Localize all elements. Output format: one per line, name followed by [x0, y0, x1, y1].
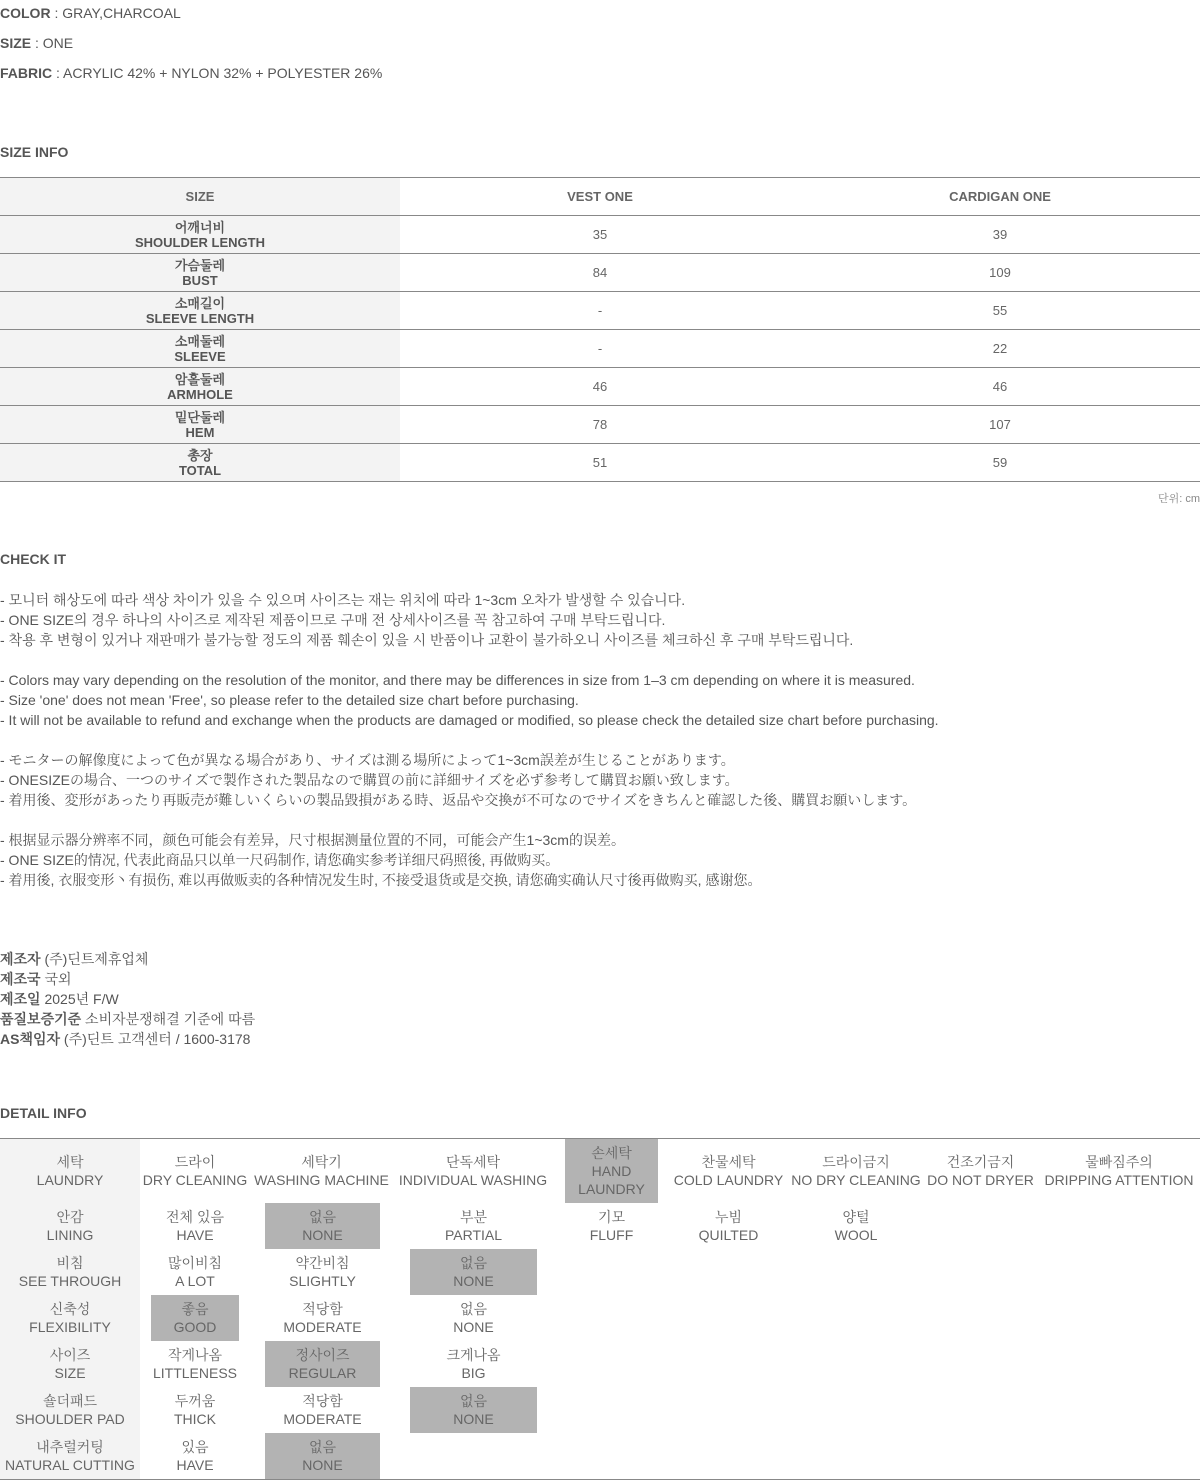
option-en: THICK	[174, 1411, 216, 1427]
option-en: NONE	[302, 1227, 343, 1243]
detail-category-flexibility	[0, 1295, 140, 1341]
option-ko: 정사이즈	[295, 1347, 350, 1363]
option-en: WASHING MACHINE	[254, 1172, 389, 1188]
maker-value: 소비자분쟁해결 기준에 따름	[81, 1011, 256, 1027]
detail-category-shoulder-pad	[0, 1387, 140, 1433]
note-line: - Size 'one' does not mean 'Free', so please refer to the detailed size chart before purchasing.	[0, 692, 579, 708]
detail-info-heading: DETAIL INFO	[0, 1105, 87, 1121]
detail-category-size	[0, 1341, 140, 1387]
option-ko: 적당함	[302, 1393, 343, 1409]
spec-color-label: COLOR	[0, 5, 51, 21]
option-ko: 누빔	[714, 1209, 743, 1225]
detail-option	[140, 1433, 250, 1479]
detail-option	[265, 1249, 380, 1295]
measurement-label	[0, 330, 400, 367]
measurement-label-ko: 암홀둘레	[174, 371, 226, 387]
option-ko: 기모	[597, 1209, 626, 1225]
measurement-label-ko: 밑단둘레	[174, 409, 226, 425]
size-header-vest: VEST ONE	[567, 189, 633, 204]
note-line: - 根据显示器分辨率不同，颜色可能会有差异，尺寸根据测量位置的不同，可能会产生1~3cm的误差。	[0, 832, 625, 848]
vest-value: 84	[592, 265, 608, 280]
option-ko: 크게나옴	[446, 1347, 501, 1363]
spec-color	[0, 5, 181, 21]
option-ko: 없음	[308, 1209, 337, 1225]
category-en: SEE THROUGH	[18, 1273, 122, 1289]
vest-value: 51	[592, 455, 608, 470]
measurement-label	[0, 216, 400, 253]
measurement-label	[0, 254, 400, 291]
maker-value: 국외	[40, 971, 72, 987]
measurement-label-en: SHOULDER LENGTH	[135, 234, 265, 250]
detail-option-selected	[410, 1249, 537, 1295]
category-ko: 안감	[56, 1209, 84, 1225]
maker-label: AS책임자	[0, 1031, 61, 1047]
option-en: MODERATE	[283, 1411, 362, 1427]
note-line: - 着用後、変形があったり再販売が難しいくらいの製品毀損がある時、返品や交換が不可なのでサイズをきちんと確認した後、購買お願いします。	[0, 792, 917, 808]
measurement-label-en: SLEEVE LENGTH	[145, 310, 255, 326]
size-info-heading: SIZE INFO	[0, 144, 69, 160]
detail-table	[0, 1138, 1200, 1480]
category-ko: 사이즈	[49, 1347, 91, 1363]
detail-option	[791, 1139, 921, 1203]
note-line: - It will not be available to refund and exchange when the products are damaged or modified, so please check the detailed size chart before purchasing.	[0, 712, 939, 728]
table-row	[0, 292, 1200, 330]
category-ko: 신축성	[49, 1301, 91, 1317]
maker-label: 제조국	[0, 971, 41, 987]
detail-option	[921, 1139, 1040, 1203]
option-en: PARTIAL	[444, 1227, 503, 1243]
measurement-label-ko: 가슴둘레	[174, 257, 226, 273]
cardigan-value: 22	[992, 341, 1008, 356]
note-line: - ONE SIZE의 경우 하나의 사이즈로 제작된 제품이므로 구매 전 상세사이즈를 꼭 참고하여 구매 부탁드립니다.	[0, 612, 666, 628]
option-ko: 건조기금지	[946, 1154, 1015, 1170]
detail-category-see-through	[0, 1249, 140, 1295]
measurement-label	[0, 292, 400, 329]
option-ko: 두꺼움	[174, 1393, 216, 1409]
category-en: SIZE	[54, 1365, 86, 1381]
detail-category-lining	[0, 1203, 140, 1249]
cardigan-value: 55	[992, 303, 1008, 318]
detail-option	[410, 1203, 537, 1249]
option-en: REGULAR	[288, 1365, 357, 1381]
option-ko: 드라이	[174, 1154, 216, 1170]
unit-label: 단위: cm	[1157, 493, 1200, 505]
detail-category-natural-cutting	[0, 1433, 140, 1479]
measurement-label-en: TOTAL	[178, 462, 222, 478]
detail-option	[140, 1387, 250, 1433]
spec-fabric-value: : ACRYLIC 42% + NYLON 32% + POLYESTER 26%	[52, 65, 383, 81]
measurement-label	[0, 368, 400, 405]
measurement-label	[0, 406, 400, 443]
detail-option	[140, 1139, 250, 1203]
vest-value: -	[597, 341, 603, 356]
cardigan-value: 39	[992, 227, 1008, 242]
option-en: QUILTED	[698, 1227, 759, 1243]
check-it-notes	[0, 590, 939, 890]
vest-value: -	[597, 303, 603, 318]
maker-label: 품질보증기준	[0, 1011, 82, 1027]
measurement-label-en: BUST	[182, 272, 218, 288]
maker-row	[0, 949, 255, 969]
table-row	[0, 406, 1200, 444]
category-ko: 비침	[56, 1255, 84, 1271]
option-ko: 있음	[181, 1439, 209, 1455]
category-ko: 숄더패드	[42, 1393, 98, 1409]
option-ko: 없음	[459, 1255, 488, 1271]
spec-size-value: : ONE	[31, 35, 74, 51]
option-en: LITTLENESS	[152, 1365, 238, 1381]
note-line: - Colors may vary depending on the resolution of the monitor, and there may be differences in size from 1–3 cm depending on where it is measured.	[0, 672, 915, 688]
detail-option	[668, 1203, 789, 1249]
category-en: NATURAL CUTTING	[5, 1457, 135, 1473]
detail-option	[1040, 1139, 1198, 1203]
measurement-label-en: HEM	[185, 424, 215, 440]
option-ko: 찬물세탁	[701, 1154, 756, 1170]
maker-row	[0, 1009, 255, 1029]
note-line: - ONESIZEの場合、一つのサイズで製作された製品なので購買の前に詳細サイズを必ず参考して購買お願い致します。	[0, 772, 739, 788]
size-table-header	[0, 177, 1200, 216]
note-line: - 着用後, 衣服变形丶有损伤, 难以再做贩卖的各种情况发生时, 不接受退货或是交换, 请您确实确认尺寸後再做购买, 感谢您。	[0, 872, 762, 888]
maker-row	[0, 969, 255, 989]
detail-option-selected	[265, 1203, 380, 1249]
option-en: NONE	[302, 1457, 343, 1473]
option-ko: 좋음	[181, 1301, 209, 1317]
option-en: HAVE	[176, 1227, 214, 1243]
option-ko: 세탁기	[301, 1154, 342, 1170]
option-ko: 없음	[459, 1393, 488, 1409]
table-row	[0, 444, 1200, 482]
option-ko: 작게나옴	[167, 1347, 223, 1363]
option-en: HAVE	[176, 1457, 214, 1473]
option-ko: 없음	[459, 1301, 488, 1317]
cardigan-value: 59	[992, 455, 1008, 470]
option-en: DRIPPING ATTENTION	[1044, 1172, 1194, 1188]
note-line: - 착용 후 변형이 있거나 재판매가 불가능할 정도의 제품 훼손이 있을 시 반품이나 교환이 불가하오니 사이즈를 체크하신 후 구매 부탁드립니다.	[0, 632, 854, 648]
spec-fabric-label: FABRIC	[0, 65, 53, 81]
vest-value: 78	[592, 417, 608, 432]
category-en: LINING	[46, 1227, 94, 1243]
check-it-heading: CHECK IT	[0, 551, 67, 567]
spec-fabric	[0, 65, 382, 81]
table-row	[0, 216, 1200, 254]
maker-value: (주)딘트제휴업체	[40, 951, 149, 967]
detail-option	[265, 1295, 380, 1341]
option-en: FLUFF	[589, 1227, 634, 1243]
option-en: WOOL	[834, 1227, 878, 1243]
vest-value: 46	[592, 379, 608, 394]
option-en: SLIGHTLY	[289, 1273, 356, 1289]
detail-option-selected	[565, 1139, 658, 1203]
option-ko: 양털	[842, 1209, 870, 1225]
option-en: NONE	[453, 1411, 494, 1427]
detail-option	[140, 1249, 250, 1295]
detail-option	[791, 1203, 921, 1249]
option-ko: 적당함	[302, 1301, 343, 1317]
option-en: NO DRY CLEANING	[791, 1172, 921, 1188]
option-en: A LOT	[175, 1273, 215, 1289]
option-en: HAND	[591, 1163, 632, 1179]
detail-option	[410, 1295, 537, 1341]
detail-option-selected	[151, 1295, 239, 1341]
option-en: BIG	[461, 1365, 486, 1381]
maker-row	[0, 989, 255, 1009]
cardigan-value: 46	[992, 379, 1008, 394]
category-en: LAUNDRY	[36, 1172, 104, 1188]
detail-category-laundry	[0, 1139, 140, 1203]
spec-size	[0, 35, 73, 51]
detail-option-selected	[265, 1433, 380, 1479]
detail-option	[668, 1139, 789, 1203]
detail-option	[250, 1139, 393, 1203]
detail-option-selected	[265, 1341, 380, 1387]
size-header-size: SIZE	[0, 178, 400, 215]
option-ko: 많이비침	[167, 1255, 223, 1271]
option-ko: 없음	[308, 1439, 337, 1455]
option-ko: 드라이금지	[822, 1154, 890, 1170]
detail-option-selected	[410, 1387, 537, 1433]
table-row	[0, 330, 1200, 368]
category-ko: 세탁	[56, 1154, 84, 1170]
option-en: COLD LAUNDRY	[673, 1172, 784, 1188]
size-header-cardigan: CARDIGAN ONE	[949, 189, 1051, 204]
detail-option	[265, 1387, 380, 1433]
option-en: INDIVIDUAL WASHING	[398, 1172, 548, 1188]
option-ko: 전체 있음	[166, 1209, 224, 1225]
option-ko: 물빠짐주의	[1085, 1154, 1153, 1170]
category-en: FLEXIBILITY	[29, 1319, 111, 1335]
measurement-label-ko: 소매둘레	[174, 333, 226, 349]
detail-option	[410, 1341, 537, 1387]
option-en: NONE	[453, 1319, 494, 1335]
measurement-label-en: SLEEVE	[174, 348, 226, 364]
note-line: - モニターの解像度によって色が異なる場合があり、サイズは測る場所によって1~3cm誤差が生じることがあります。	[0, 752, 735, 768]
note-line: - ONE SIZE的情况, 代表此商品只以单一尺码制作, 请您确实参考详细尺码照後, 再做购买。	[0, 852, 560, 868]
option-en: MODERATE	[283, 1319, 362, 1335]
detail-option	[565, 1203, 658, 1249]
cardigan-value: 109	[989, 265, 1011, 280]
maker-value: 2025년 F/W	[40, 991, 119, 1007]
table-row	[0, 254, 1200, 292]
spec-color-value: : GRAY,CHARCOAL	[50, 5, 181, 21]
measurement-label-ko: 소매길이	[174, 295, 226, 311]
measurement-label-en: ARMHOLE	[167, 386, 233, 402]
maker-info	[0, 949, 255, 1049]
maker-value: (주)딘트 고객센터 / 1600-3178	[60, 1031, 251, 1047]
option-ko: 부분	[459, 1209, 488, 1225]
maker-row	[0, 1029, 255, 1049]
option-ko: 단독세탁	[445, 1154, 501, 1170]
measurement-label-ko: 어깨너비	[174, 219, 226, 235]
option-en: NONE	[453, 1273, 494, 1289]
detail-option	[393, 1139, 553, 1203]
cardigan-value: 107	[989, 417, 1011, 432]
maker-label: 제조일	[0, 991, 41, 1007]
size-table	[0, 177, 1200, 482]
spec-size-label: SIZE	[0, 35, 32, 51]
option-en: DO NOT DRYER	[927, 1172, 1034, 1188]
option-ko: 약간비침	[295, 1255, 350, 1271]
option-en: DRY CLEANING	[142, 1172, 248, 1188]
table-row	[0, 368, 1200, 406]
category-en: SHOULDER PAD	[15, 1411, 125, 1427]
option-en: LAUNDRY	[578, 1181, 645, 1197]
detail-option	[140, 1341, 250, 1387]
note-line: - 모니터 해상도에 따라 색상 차이가 있을 수 있으며 사이즈는 재는 위치에 따라 1~3cm 오차가 발생할 수 있습니다.	[0, 592, 686, 608]
detail-option	[140, 1203, 250, 1249]
measurement-label	[0, 444, 400, 481]
option-en: GOOD	[173, 1319, 217, 1335]
option-ko: 손세탁	[591, 1145, 632, 1161]
vest-value: 35	[592, 227, 608, 242]
measurement-label-ko: 총장	[187, 447, 213, 463]
category-ko: 내추럴커팅	[36, 1439, 104, 1455]
maker-label: 제조자	[0, 951, 41, 967]
